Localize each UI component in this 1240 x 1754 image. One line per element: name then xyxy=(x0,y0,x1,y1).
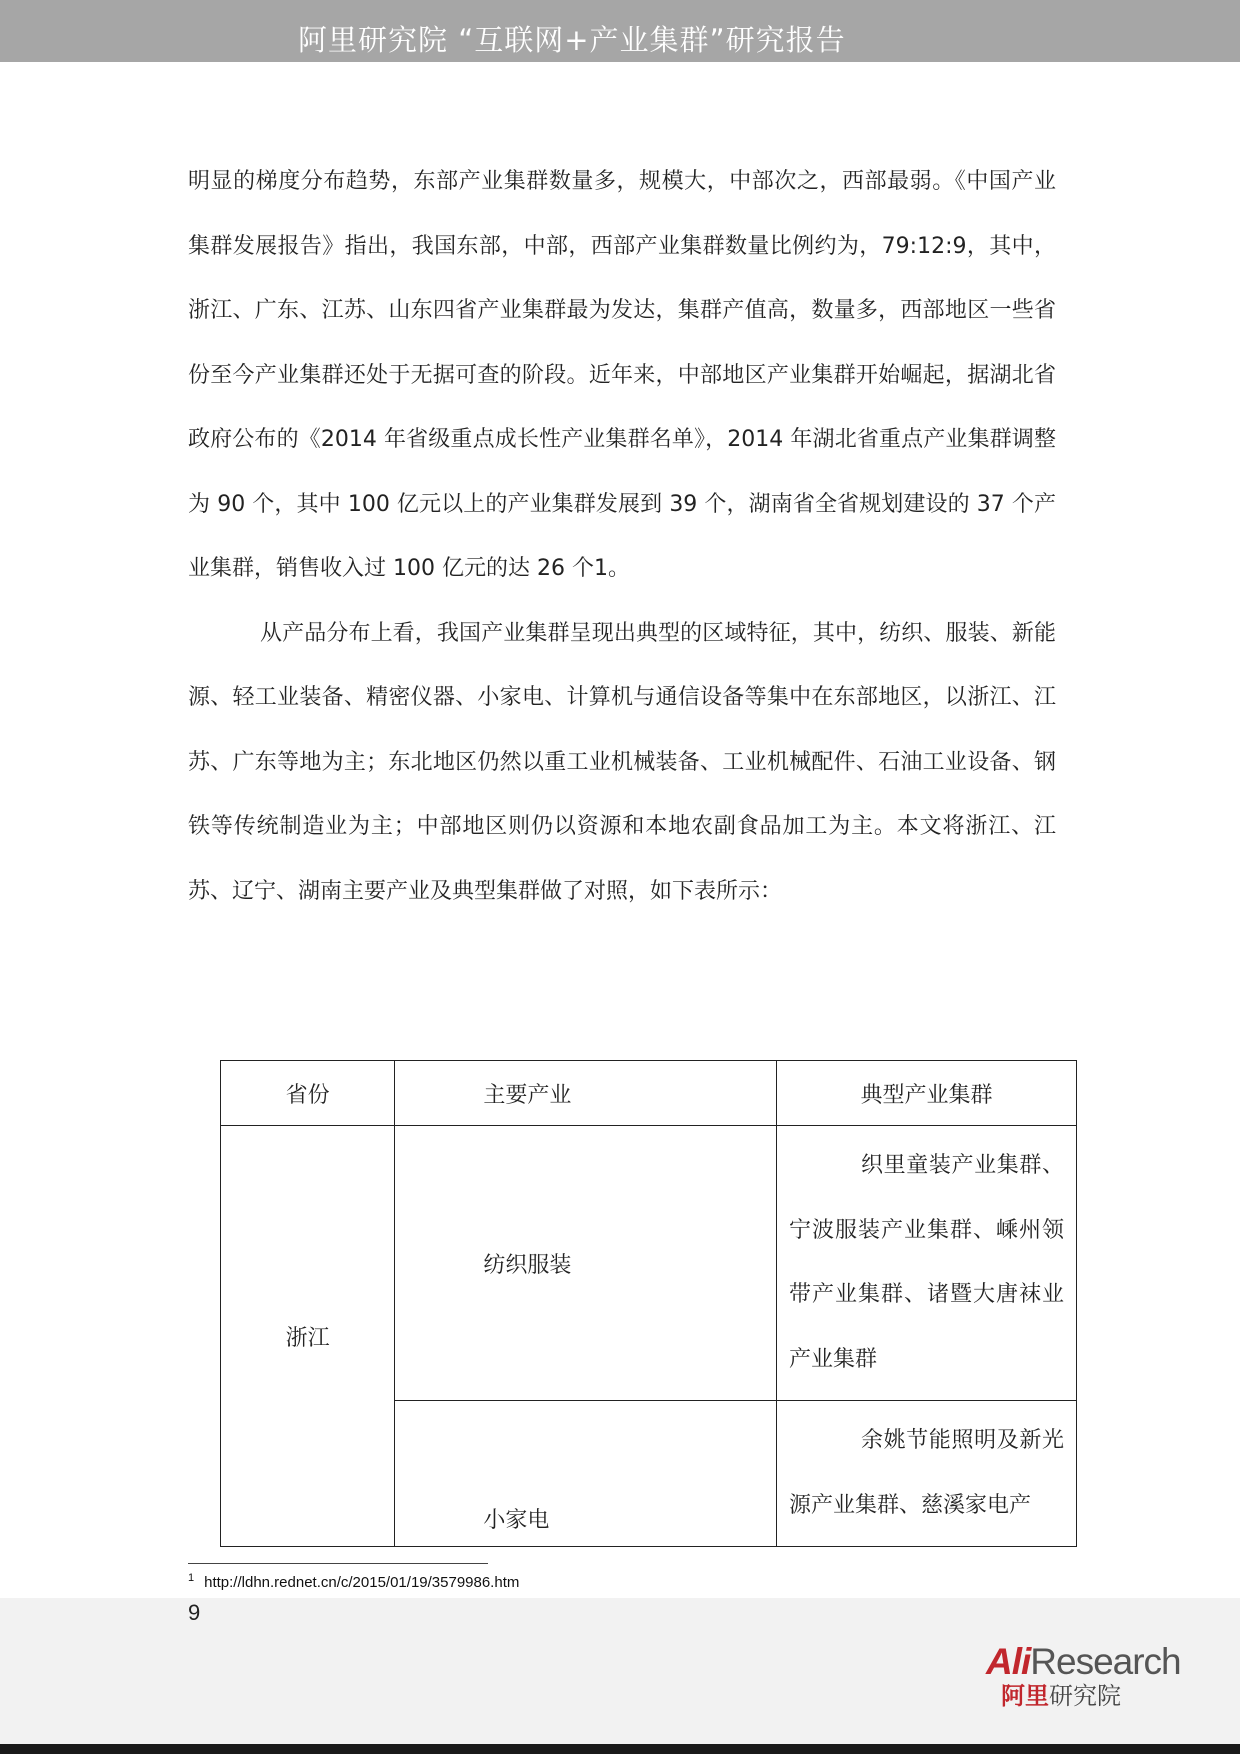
footnote xyxy=(188,1572,519,1591)
industry-cluster-table xyxy=(220,1060,1077,1547)
table-header-row xyxy=(221,1061,1077,1126)
paragraph-1-text: 明显的梯度分布趋势，东部产业集群数量多，规模大，中部次之，西部最弱。《中国产业集群发展报告》指出，我国东部，中部，西部产业集群数量比例约为，79:12:9，其中，浙江、广东、江苏、山东四省产业集群最为发达，集群产值高，数量多，西部地区一些省份至今产业集群还处于无据可查的阶段。近年来，中部地区产业集群开始崛起，据湖北省政府公布的《2014 年省级重点成长性产业集群名单》，2014 年湖北省重点产业集群调整为 90 个，其中 100 亿元以上的产业集群发展到 39 个，湖南省全省规划建设的 37 个产业集群，销售收入过 100 亿元的达 26 个 xyxy=(188,169,1056,581)
footnote-reference[interactable]: 1 xyxy=(593,556,608,581)
clusters-text: 余姚节能照明及新光源产业集群、慈溪家电产 xyxy=(789,1428,1064,1518)
logo-cn-ali: 阿里 xyxy=(1001,1682,1049,1710)
clusters-text: 织里童装产业集群、宁波服装产业集群、嵊州领带产业集群、诸暨大唐袜业产业集群 xyxy=(789,1153,1064,1372)
clusters-cell xyxy=(777,1401,1077,1547)
aliresearch-logo xyxy=(986,1642,1210,1712)
logo-ali: Ali xyxy=(986,1641,1031,1682)
bottom-border xyxy=(0,1744,1240,1754)
table-row xyxy=(221,1126,1077,1401)
header-main-industry: 主要产业 xyxy=(395,1061,777,1126)
logo-chinese xyxy=(1001,1682,1210,1710)
footnote-marker: 1 xyxy=(188,1572,195,1584)
header-province: 省份 xyxy=(221,1061,395,1126)
page-number: 9 xyxy=(188,1600,201,1625)
header-typical-clusters: 典型产业集群 xyxy=(777,1061,1077,1126)
header-bar xyxy=(0,0,1240,62)
logo-research: Research xyxy=(1030,1641,1181,1682)
province-cell: 浙江 xyxy=(221,1126,395,1547)
footnote-url[interactable]: http://ldhn.rednet.cn/c/2015/01/19/3579986.htm xyxy=(204,1574,520,1591)
report-title: 阿里研究院 “互联网+产业集群”研究报告 xyxy=(298,23,846,57)
industry-cell: 纺织服装 xyxy=(395,1126,777,1401)
paragraph-1 xyxy=(188,150,1056,602)
logo-cn-institute: 研究院 xyxy=(1049,1682,1121,1710)
body-text xyxy=(188,150,1056,924)
footnote-divider xyxy=(188,1563,488,1564)
logo-wordmark xyxy=(986,1642,1210,1682)
industry-cell: 小家电 xyxy=(395,1401,777,1547)
paragraph-2: 从产品分布上看，我国产业集群呈现出典型的区域特征，其中，纺织、服装、新能源、轻工业装备、精密仪器、小家电、计算机与通信设备等集中在东部地区，以浙江、江苏、广东等地为主；东北地区仍然以重工业机械装备、工业机械配件、石油工业设备、钢铁等传统制造业为主；中部地区则仍以资源和本地农副食品加工为主。本文将浙江、江苏、辽宁、湖南主要产业及典型集群做了对照，如下表所示： xyxy=(188,620,1056,904)
clusters-cell xyxy=(777,1126,1077,1401)
paragraph-1-end: 。 xyxy=(607,556,630,581)
